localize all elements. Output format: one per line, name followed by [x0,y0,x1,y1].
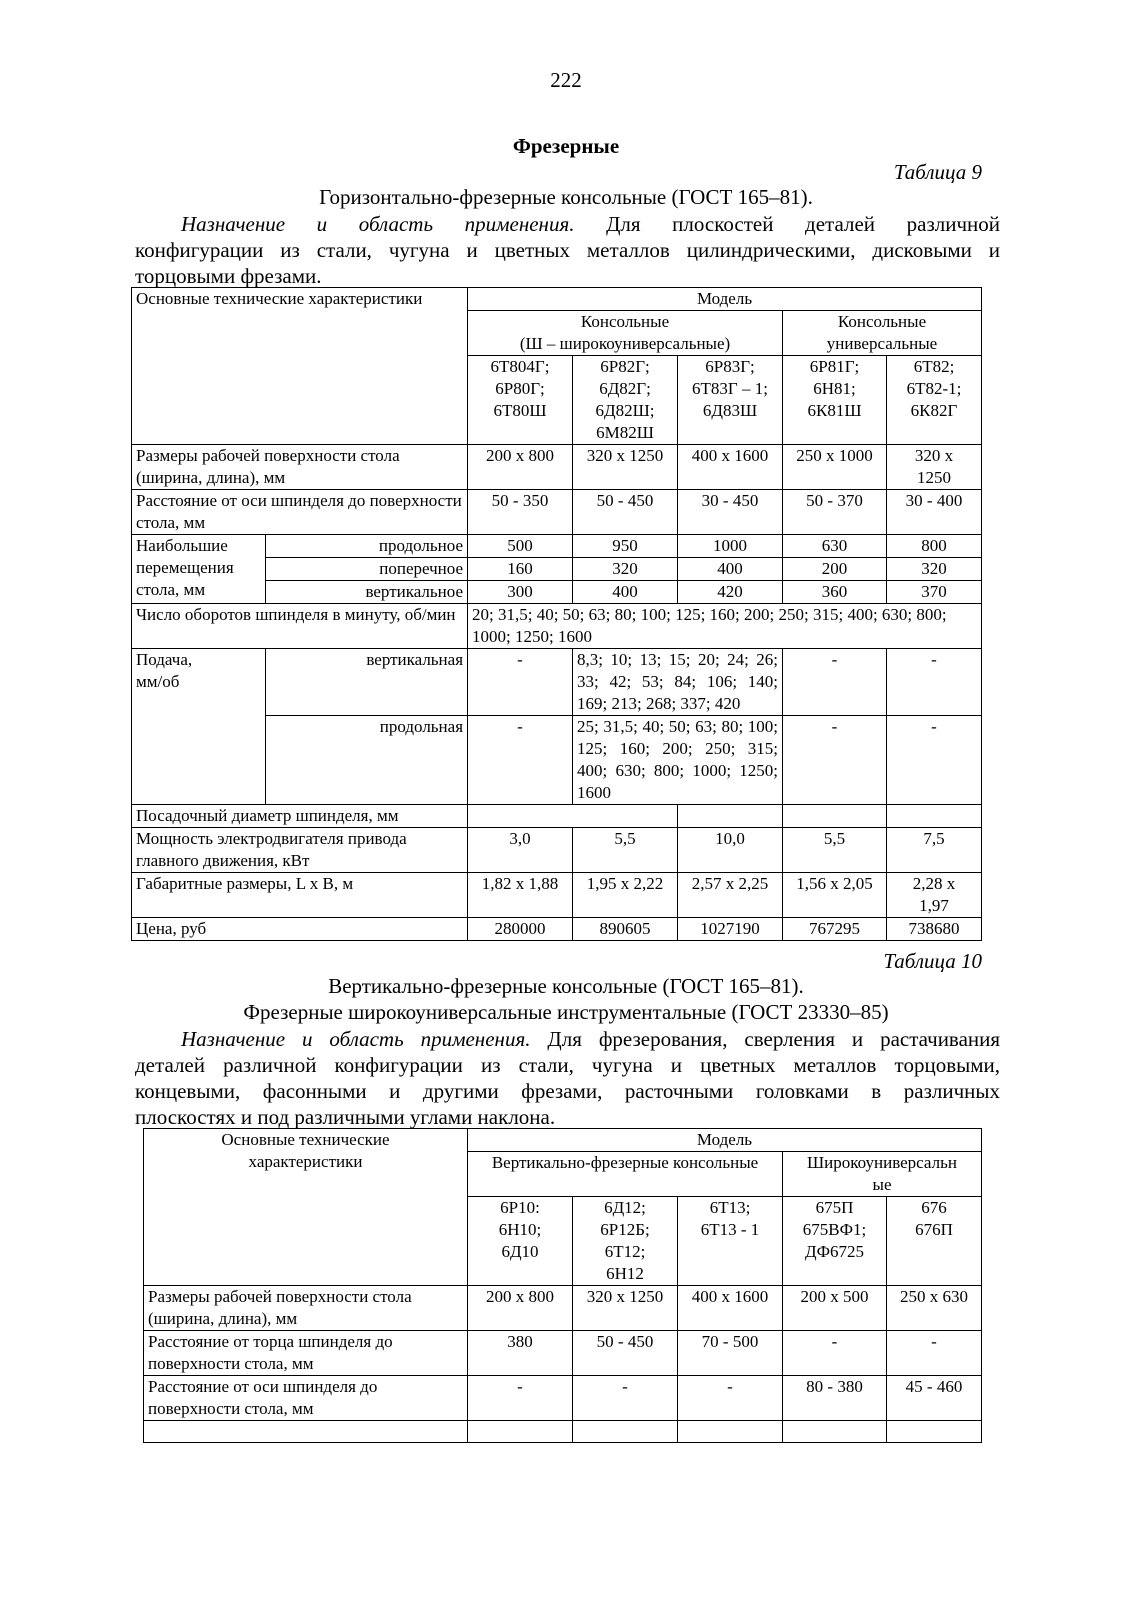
table-row [144,1331,982,1376]
table-9-intro [135,211,1000,289]
table-cell: 30 - 400 [887,490,982,535]
table-10 [143,1128,982,1443]
intro-text: конфигурации из стали, чугуна и цветных металлов цилиндрическими, дисковыми и [135,238,1000,262]
table-cell: 380 [468,1331,573,1376]
table-cell: 50 - 450 [573,1331,678,1376]
model-cell: 6Р82Г; 6Д82Г; 6Д82Ш; 6М82Ш [573,356,678,445]
table-cell: 300 [468,581,573,604]
table-9-title: Горизонтально-фрезерные консольные (ГОСТ 165–81). [319,185,813,209]
table-cell: 1,82 х 1,88 [468,873,573,918]
table-row [132,604,982,649]
intro-text: деталей различной конфигурации из стали, чугуна и цветных металлов торцовыми, [135,1053,1000,1077]
row-sublabel: продольная [266,716,468,805]
table-cell: 400 х 1600 [678,445,783,490]
table-cell: 30 - 450 [678,490,783,535]
table-cell [783,1421,887,1443]
table-cell: 950 [573,535,678,558]
table-cell: - [783,716,887,805]
table-cell: - [468,649,573,716]
table-cell: 7,5 [887,828,982,873]
page-number: 222 [550,68,582,92]
intro-label: Назначение и область применения. [181,1027,531,1051]
table-cell: 3,0 [468,828,573,873]
table-row [132,828,982,873]
table-cell: 50 - 450 [573,490,678,535]
table-cell: - [783,649,887,716]
table-row [144,1421,982,1443]
table-cell: 320 [887,558,982,581]
table-cell [678,1421,783,1443]
table-cell: 250 х 630 [887,1286,982,1331]
intro-text: торцовыми фрезами. [135,264,322,288]
table-cell: 8,3; 10; 13; 15; 20; 24; 26; 33; 42; 53; 84; 106; 140; 169; 213; 268; 337; 420 [573,649,783,716]
model-cell: 675П 675ВФ1; ДФ6725 [783,1197,887,1286]
model-cell: 6Т13; 6Т13 - 1 [678,1197,783,1286]
col-header: Основные технические характеристики [144,1129,468,1286]
section-heading: Фрезерные [512,134,620,158]
table-10-subtitle: Фрезерные широкоуниверсальные инструментальные (ГОСТ 23330–85) [243,1000,889,1024]
row-sublabel: продольное [266,535,468,558]
table-cell: 738680 [887,918,982,941]
table-cell: 320 х 1250 [573,1286,678,1331]
table-cell [573,1421,678,1443]
table-10-label: Таблица 10 [883,949,982,973]
table-cell: 370 [887,581,982,604]
table-cell: 400 х 1600 [678,1286,783,1331]
table-cell: 200 [783,558,887,581]
row-label: Подача, мм/об [132,649,266,805]
table-cell: 200 х 800 [468,1286,573,1331]
table-cell: 200 х 800 [468,445,573,490]
model-group-header: Консольные (Ш – широкоуниверсальные) [468,311,783,356]
table-cell: 160 [468,558,573,581]
intro-text: плоскостях и под различными углами наклона. [135,1105,556,1129]
table-cell: 5,5 [573,828,678,873]
row-sublabel: вертикальное [266,581,468,604]
table-10-intro [135,1026,1000,1130]
model-cell: 6Р83Г; 6Т83Г – 1; 6Д83Ш [678,356,783,445]
table-cell: 500 [468,535,573,558]
row-label: Расстояние от оси шпинделя до поверхности стола, мм [144,1376,468,1421]
table-row [144,1286,982,1331]
table-cell [468,1421,573,1443]
row-label: Габаритные размеры, L х В, м [132,873,468,918]
table-cell: 630 [783,535,887,558]
table-cell: 1,95 х 2,22 [573,873,678,918]
table-cell: 1,56 х 2,05 [783,873,887,918]
table-cell [678,805,783,828]
table-cell [468,805,678,828]
table-cell: 320 х 1250 [887,445,982,490]
table-cell: 250 х 1000 [783,445,887,490]
table-cell: 400 [573,581,678,604]
row-label: Мощность электродвигателя привода главного движения, кВт [132,828,468,873]
table-cell [887,805,982,828]
table-cell: 1000 [678,535,783,558]
table-row [132,490,982,535]
table-cell: 320 [573,558,678,581]
table-cell [887,1421,982,1443]
table-cell: 420 [678,581,783,604]
model-cell: 6Р81Г; 6Н81; 6К81Ш [783,356,887,445]
table-row [132,535,982,558]
table-row [144,1376,982,1421]
table-cell: - [678,1376,783,1421]
table-cell: 280000 [468,918,573,941]
intro-text: Для фрезерования, сверления и растачивания [547,1027,1000,1051]
table-row [132,805,982,828]
table-cell [144,1421,468,1443]
model-cell: 6Т804Г; 6Р80Г; 6Т80Ш [468,356,573,445]
table-cell: 320 х 1250 [573,445,678,490]
intro-text: концевыми, фасонными и другими фрезами, расточными головками в различных [135,1079,1000,1103]
model-cell: 6Т82; 6Т82-1; 6К82Г [887,356,982,445]
row-label: Цена, руб [132,918,468,941]
table-cell: - [468,1376,573,1421]
table-10-title: Вертикально-фрезерные консольные (ГОСТ 165–81). [328,974,804,998]
table-cell: 10,0 [678,828,783,873]
row-label: Число оборотов шпинделя в минуту, об/мин [132,604,468,649]
table-9 [131,287,982,941]
model-header: Модель [468,288,982,311]
row-label: Размеры рабочей поверхности стола (ширина, длина), мм [132,445,468,490]
table-cell: 360 [783,581,887,604]
table-cell: 80 - 380 [783,1376,887,1421]
table-cell: 2,57 х 2,25 [678,873,783,918]
table-9-label: Таблица 9 [893,160,982,184]
table-cell: - [887,716,982,805]
table-cell: 767295 [783,918,887,941]
row-label: Расстояние от оси шпинделя до поверхности стола, мм [132,490,468,535]
table-cell: 50 - 370 [783,490,887,535]
table-cell: 400 [678,558,783,581]
model-cell: 6Д12; 6Р12Б; 6Т12; 6Н12 [573,1197,678,1286]
table-cell: 1027190 [678,918,783,941]
table-cell [783,805,887,828]
table-cell: - [887,649,982,716]
table-cell: 5,5 [783,828,887,873]
row-label: Размеры рабочей поверхности стола (ширина, длина), мм [144,1286,468,1331]
model-group-header: Консольные универсальные [783,311,982,356]
table-cell: 20; 31,5; 40; 50; 63; 80; 100; 125; 160; 200; 250; 315; 400; 630; 800; 1000; 1250; 1600 [468,604,982,649]
table-cell: 800 [887,535,982,558]
model-cell: 676 676П [887,1197,982,1286]
row-label: Посадочный диаметр шпинделя, мм [132,805,468,828]
table-row [132,649,982,716]
col-header: Основные технические характеристики [132,288,468,445]
model-cell: 6Р10: 6Н10; 6Д10 [468,1197,573,1286]
table-cell: - [468,716,573,805]
table-cell: - [887,1331,982,1376]
table-cell: 50 - 350 [468,490,573,535]
intro-text: Для плоскостей деталей различной [606,212,1000,236]
table-row [132,445,982,490]
table-cell: 70 - 500 [678,1331,783,1376]
table-row [132,873,982,918]
row-label: Наибольшие перемещения стола, мм [132,535,266,604]
table-cell: - [783,1331,887,1376]
row-sublabel: вертикальная [266,649,468,716]
intro-label: Назначение и область применения. [181,212,575,236]
table-cell: 890605 [573,918,678,941]
table-cell: 45 - 460 [887,1376,982,1421]
table-row [132,918,982,941]
row-sublabel: поперечное [266,558,468,581]
table-cell: 25; 31,5; 40; 50; 63; 80; 100; 125; 160; 200; 250; 315; 400; 630; 800; 1000; 1250; 1600 [573,716,783,805]
table-cell: 200 х 500 [783,1286,887,1331]
row-label: Расстояние от торца шпинделя до поверхности стола, мм [144,1331,468,1376]
table-cell: - [573,1376,678,1421]
model-header: Модель [468,1129,982,1152]
table-cell: 2,28 х 1,97 [887,873,982,918]
model-group-header: Широкоуниверсальн ые [783,1152,982,1197]
model-group-header: Вертикально-фрезерные консольные [468,1152,783,1197]
